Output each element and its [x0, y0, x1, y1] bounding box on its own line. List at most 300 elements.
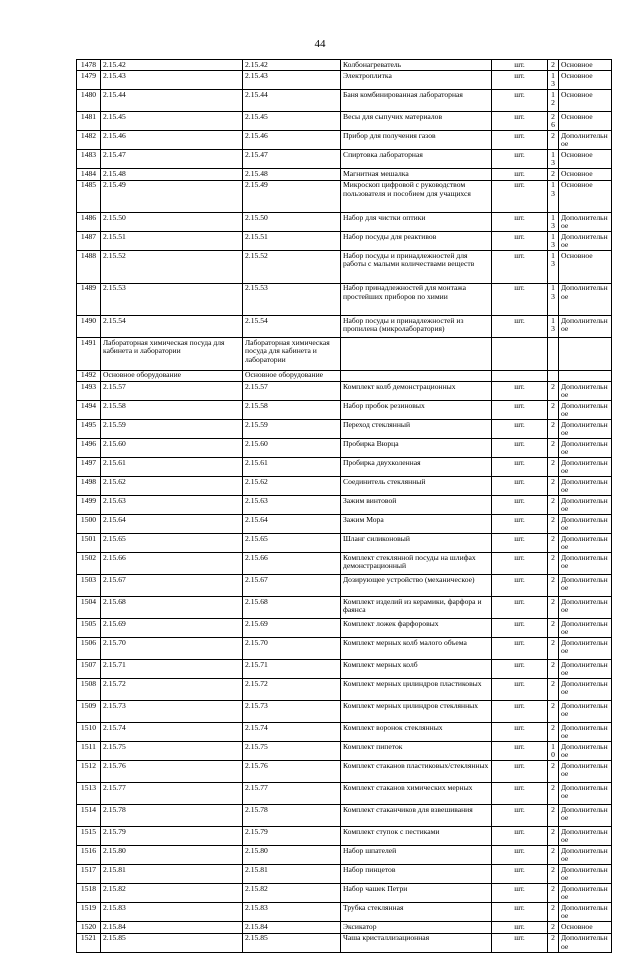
table-row [77, 131, 612, 150]
code-cell: 2.15.79 [101, 827, 243, 846]
row-number-cell: 1514 [77, 805, 101, 827]
unit-cell: шт. [492, 458, 548, 477]
row-number-cell: 1507 [77, 660, 101, 679]
table-row [77, 534, 612, 553]
unit-cell: шт. [492, 884, 548, 903]
row-number-cell: 1478 [77, 60, 101, 71]
unit-cell [492, 370, 548, 381]
code-duplicate-cell: 2.15.62 [243, 477, 341, 496]
table-row [77, 316, 612, 338]
row-number-cell: 1488 [77, 251, 101, 284]
code-cell: 2.15.60 [101, 439, 243, 458]
quantity-cell: 2 [548, 846, 559, 865]
equipment-type-cell: Дополнительное [559, 232, 612, 251]
row-number-cell: 1509 [77, 701, 101, 723]
equipment-type-cell: Основное [559, 60, 612, 71]
code-duplicate-cell: 2.15.77 [243, 783, 341, 805]
equipment-type-cell: Дополнительное [559, 496, 612, 515]
equipment-type-cell: Дополнительное [559, 382, 612, 401]
code-cell: 2.15.70 [101, 638, 243, 660]
code-cell: 2.15.63 [101, 496, 243, 515]
equipment-type-cell: Дополнительное [559, 316, 612, 338]
quantity-cell: 2 [548, 761, 559, 783]
item-name-cell: Набор пробок резиновых [341, 401, 492, 420]
quantity-cell: 2 [548, 597, 559, 619]
code-duplicate-cell: 2.15.49 [243, 180, 341, 213]
quantity-cell: 2 [548, 169, 559, 180]
item-name-cell: Чаша кристаллизационная [341, 933, 492, 952]
code-cell: 2.15.57 [101, 382, 243, 401]
table-row [77, 439, 612, 458]
equipment-type-cell: Дополнительное [559, 679, 612, 701]
item-name-cell: Комплект стаканчиков для взвешивания [341, 805, 492, 827]
table-row [77, 903, 612, 922]
row-number-cell: 1521 [77, 933, 101, 952]
unit-cell: шт. [492, 150, 548, 169]
quantity-cell: 13 [548, 213, 559, 232]
item-name-cell: Переход стеклянный [341, 420, 492, 439]
equipment-type-cell: Дополнительное [559, 553, 612, 575]
code-duplicate-cell: 2.15.69 [243, 619, 341, 638]
equipment-type-cell: Дополнительное [559, 619, 612, 638]
unit-cell: шт. [492, 761, 548, 783]
item-name-cell: Баня комбинированная лабораторная [341, 90, 492, 112]
row-number-cell: 1511 [77, 742, 101, 761]
quantity-cell: 2 [548, 477, 559, 496]
row-number-cell: 1500 [77, 515, 101, 534]
code-duplicate-cell: 2.15.48 [243, 169, 341, 180]
equipment-table [76, 59, 612, 953]
table-row [77, 150, 612, 169]
table-row [77, 370, 612, 381]
table-row [77, 458, 612, 477]
row-number-cell: 1518 [77, 884, 101, 903]
code-cell: 2.15.58 [101, 401, 243, 420]
unit-cell: шт. [492, 439, 548, 458]
code-cell: 2.15.52 [101, 251, 243, 284]
code-cell: 2.15.64 [101, 515, 243, 534]
table-body [77, 60, 612, 953]
code-duplicate-cell: 2.15.51 [243, 232, 341, 251]
table-row [77, 112, 612, 131]
equipment-type-cell: Основное [559, 180, 612, 213]
quantity-cell: 2 [548, 922, 559, 933]
code-duplicate-cell: 2.15.43 [243, 71, 341, 90]
code-cell: 2.15.77 [101, 783, 243, 805]
quantity-cell: 2 [548, 439, 559, 458]
item-name-cell: Набор посуды для реактивов [341, 232, 492, 251]
code-cell: 2.15.74 [101, 723, 243, 742]
table-row [77, 251, 612, 284]
code-cell: 2.15.76 [101, 761, 243, 783]
code-duplicate-cell: 2.15.63 [243, 496, 341, 515]
row-number-cell: 1506 [77, 638, 101, 660]
table-row [77, 169, 612, 180]
row-number-cell: 1489 [77, 283, 101, 316]
row-number-cell: 1498 [77, 477, 101, 496]
item-name-cell: Пробирка двухколенная [341, 458, 492, 477]
item-name-cell: Весы для сыпучих материалов [341, 112, 492, 131]
equipment-type-cell: Основное [559, 71, 612, 90]
code-duplicate-cell: 2.15.65 [243, 534, 341, 553]
table-row [77, 283, 612, 316]
code-duplicate-cell: 2.15.81 [243, 865, 341, 884]
item-name-cell: Набор чашек Петри [341, 884, 492, 903]
row-number-cell: 1516 [77, 846, 101, 865]
table-row [77, 420, 612, 439]
quantity-cell: 2 [548, 496, 559, 515]
code-duplicate-cell: Основное оборудование [243, 370, 341, 381]
table-row [77, 922, 612, 933]
item-name-cell: Набор пинцетов [341, 865, 492, 884]
table-row [77, 213, 612, 232]
unit-cell: шт. [492, 742, 548, 761]
unit-cell [492, 338, 548, 371]
code-duplicate-cell: 2.15.78 [243, 805, 341, 827]
quantity-cell: 2 [548, 783, 559, 805]
quantity-cell: 2 [548, 701, 559, 723]
table-row [77, 338, 612, 371]
equipment-type-cell: Дополнительное [559, 933, 612, 952]
table-row [77, 933, 612, 952]
code-cell: 2.15.68 [101, 597, 243, 619]
code-cell: 2.15.82 [101, 884, 243, 903]
quantity-cell: 2 [548, 458, 559, 477]
code-duplicate-cell: 2.15.42 [243, 60, 341, 71]
equipment-type-cell: Дополнительное [559, 660, 612, 679]
table-row [77, 60, 612, 71]
row-number-cell: 1495 [77, 420, 101, 439]
equipment-type-cell: Дополнительное [559, 401, 612, 420]
code-cell: 2.15.51 [101, 232, 243, 251]
unit-cell: шт. [492, 723, 548, 742]
unit-cell: шт. [492, 865, 548, 884]
code-cell: 2.15.65 [101, 534, 243, 553]
quantity-cell: 2 [548, 401, 559, 420]
row-number-cell: 1487 [77, 232, 101, 251]
item-name-cell: Комплект мерных колб малого объема [341, 638, 492, 660]
quantity-cell: 10 [548, 742, 559, 761]
unit-cell: шт. [492, 180, 548, 213]
row-number-cell: 1520 [77, 922, 101, 933]
unit-cell: шт. [492, 922, 548, 933]
code-duplicate-cell: 2.15.67 [243, 575, 341, 597]
equipment-type-cell: Дополнительное [559, 865, 612, 884]
quantity-cell: 2 [548, 534, 559, 553]
quantity-cell [548, 338, 559, 371]
unit-cell: шт. [492, 496, 548, 515]
code-duplicate-cell: 2.15.60 [243, 439, 341, 458]
table-row [77, 382, 612, 401]
unit-cell: шт. [492, 553, 548, 575]
table-row [77, 232, 612, 251]
equipment-type-cell: Основное [559, 112, 612, 131]
unit-cell: шт. [492, 382, 548, 401]
page-number: 44 [314, 38, 326, 50]
equipment-type-cell: Дополнительное [559, 534, 612, 553]
row-number-cell: 1492 [77, 370, 101, 381]
code-duplicate-cell: 2.15.80 [243, 846, 341, 865]
table-row [77, 865, 612, 884]
code-duplicate-cell: 2.15.84 [243, 922, 341, 933]
item-name-cell: Прибор для получения газов [341, 131, 492, 150]
equipment-type-cell: Дополнительное [559, 805, 612, 827]
table-row [77, 805, 612, 827]
row-number-cell: 1503 [77, 575, 101, 597]
equipment-type-cell: Дополнительное [559, 701, 612, 723]
row-number-cell: 1484 [77, 169, 101, 180]
table-row [77, 619, 612, 638]
row-number-cell: 1496 [77, 439, 101, 458]
quantity-cell: 2 [548, 723, 559, 742]
unit-cell: шт. [492, 131, 548, 150]
item-name-cell: Дозирующее устройство (механическое) [341, 575, 492, 597]
row-number-cell: 1497 [77, 458, 101, 477]
code-duplicate-cell: 2.15.50 [243, 213, 341, 232]
row-number-cell: 1515 [77, 827, 101, 846]
table-row [77, 401, 612, 420]
unit-cell: шт. [492, 679, 548, 701]
unit-cell: шт. [492, 903, 548, 922]
code-cell: 2.15.67 [101, 575, 243, 597]
code-cell: 2.15.61 [101, 458, 243, 477]
item-name-cell: Набор принадлежностей для монтажа простейших приборов по химии [341, 283, 492, 316]
unit-cell: шт. [492, 575, 548, 597]
quantity-cell: 2 [548, 884, 559, 903]
quantity-cell: 2 [548, 865, 559, 884]
table-row [77, 701, 612, 723]
table-row [77, 638, 612, 660]
code-duplicate-cell: 2.15.70 [243, 638, 341, 660]
table-row [77, 496, 612, 515]
unit-cell: шт. [492, 232, 548, 251]
code-cell: 2.15.83 [101, 903, 243, 922]
code-cell: 2.15.80 [101, 846, 243, 865]
unit-cell: шт. [492, 933, 548, 952]
table-row [77, 884, 612, 903]
unit-cell: шт. [492, 805, 548, 827]
item-name-cell: Зажим Мора [341, 515, 492, 534]
item-name-cell: Набор шпателей [341, 846, 492, 865]
unit-cell: шт. [492, 112, 548, 131]
table-row [77, 679, 612, 701]
code-cell: 2.15.53 [101, 283, 243, 316]
row-number-cell: 1510 [77, 723, 101, 742]
quantity-cell: 26 [548, 112, 559, 131]
code-duplicate-cell: 2.15.66 [243, 553, 341, 575]
code-duplicate-cell: 2.15.61 [243, 458, 341, 477]
equipment-type-cell: Дополнительное [559, 903, 612, 922]
code-cell: 2.15.54 [101, 316, 243, 338]
equipment-type-cell: Дополнительное [559, 458, 612, 477]
table-row [77, 761, 612, 783]
item-name-cell [341, 338, 492, 371]
item-name-cell: Комплект колб демонстрационных [341, 382, 492, 401]
quantity-cell: 2 [548, 827, 559, 846]
code-cell: 2.15.69 [101, 619, 243, 638]
code-duplicate-cell: 2.15.68 [243, 597, 341, 619]
item-name-cell: Комплект мерных цилиндров пластиковых [341, 679, 492, 701]
unit-cell: шт. [492, 169, 548, 180]
table-row [77, 90, 612, 112]
code-cell: 2.15.44 [101, 90, 243, 112]
equipment-type-cell: Основное [559, 922, 612, 933]
equipment-type-cell: Дополнительное [559, 884, 612, 903]
row-number-cell: 1512 [77, 761, 101, 783]
unit-cell: шт. [492, 783, 548, 805]
equipment-type-cell: Дополнительное [559, 515, 612, 534]
unit-cell: шт. [492, 515, 548, 534]
item-name-cell: Комплект пипеток [341, 742, 492, 761]
code-cell: 2.15.46 [101, 131, 243, 150]
unit-cell: шт. [492, 213, 548, 232]
code-cell: 2.15.59 [101, 420, 243, 439]
quantity-cell: 13 [548, 71, 559, 90]
quantity-cell: 2 [548, 553, 559, 575]
code-duplicate-cell: 2.15.82 [243, 884, 341, 903]
table-row [77, 180, 612, 213]
quantity-cell: 2 [548, 903, 559, 922]
code-duplicate-cell: 2.15.79 [243, 827, 341, 846]
row-number-cell: 1480 [77, 90, 101, 112]
equipment-type-cell: Дополнительное [559, 131, 612, 150]
row-number-cell: 1519 [77, 903, 101, 922]
equipment-type-cell: Дополнительное [559, 213, 612, 232]
table-row [77, 783, 612, 805]
quantity-cell: 2 [548, 805, 559, 827]
code-duplicate-cell: 2.15.59 [243, 420, 341, 439]
equipment-type-cell: Дополнительное [559, 575, 612, 597]
equipment-type-cell [559, 370, 612, 381]
quantity-cell: 2 [548, 575, 559, 597]
quantity-cell: 2 [548, 515, 559, 534]
code-duplicate-cell: 2.15.85 [243, 933, 341, 952]
equipment-type-cell: Дополнительное [559, 439, 612, 458]
item-name-cell: Электроплитка [341, 71, 492, 90]
code-cell: 2.15.50 [101, 213, 243, 232]
row-number-cell: 1517 [77, 865, 101, 884]
code-duplicate-cell: 2.15.52 [243, 251, 341, 284]
table-row [77, 71, 612, 90]
code-duplicate-cell: 2.15.64 [243, 515, 341, 534]
table-row [77, 660, 612, 679]
code-duplicate-cell: 2.15.44 [243, 90, 341, 112]
unit-cell: шт. [492, 477, 548, 496]
item-name-cell: Комплект мерных цилиндров стеклянных [341, 701, 492, 723]
code-cell: 2.15.72 [101, 679, 243, 701]
code-cell: 2.15.45 [101, 112, 243, 131]
unit-cell: шт. [492, 316, 548, 338]
quantity-cell: 13 [548, 316, 559, 338]
row-number-cell: 1501 [77, 534, 101, 553]
unit-cell: шт. [492, 283, 548, 316]
table-row [77, 553, 612, 575]
code-duplicate-cell: 2.15.57 [243, 382, 341, 401]
code-cell: 2.15.47 [101, 150, 243, 169]
item-name-cell: Комплект стеклянной посуды на шлифах демонстрационный [341, 553, 492, 575]
quantity-cell: 2 [548, 660, 559, 679]
unit-cell: шт. [492, 534, 548, 553]
table-row [77, 827, 612, 846]
row-number-cell: 1499 [77, 496, 101, 515]
unit-cell: шт. [492, 638, 548, 660]
item-name-cell: Трубка стеклянная [341, 903, 492, 922]
code-cell: 2.15.78 [101, 805, 243, 827]
row-number-cell: 1486 [77, 213, 101, 232]
quantity-cell [548, 370, 559, 381]
code-duplicate-cell: 2.15.74 [243, 723, 341, 742]
item-name-cell: Набор посуды и принадлежностей для работы с малыми количествами веществ [341, 251, 492, 284]
item-name-cell: Набор посуды и принадлежностей из пропилена (микролаборатория) [341, 316, 492, 338]
quantity-cell: 2 [548, 933, 559, 952]
code-cell: 2.15.71 [101, 660, 243, 679]
unit-cell: шт. [492, 660, 548, 679]
code-duplicate-cell: 2.15.58 [243, 401, 341, 420]
table-row [77, 477, 612, 496]
code-duplicate-cell: 2.15.46 [243, 131, 341, 150]
equipment-type-cell: Дополнительное [559, 761, 612, 783]
item-name-cell: Зажим винтовой [341, 496, 492, 515]
code-cell: 2.15.73 [101, 701, 243, 723]
equipment-type-cell: Дополнительное [559, 597, 612, 619]
code-cell: 2.15.81 [101, 865, 243, 884]
equipment-type-cell: Основное [559, 251, 612, 284]
item-name-cell: Комплект изделий из керамики, фарфора и фаянса [341, 597, 492, 619]
table-row [77, 723, 612, 742]
row-number-cell: 1481 [77, 112, 101, 131]
equipment-type-cell: Дополнительное [559, 742, 612, 761]
code-duplicate-cell: Лабораторная химическая посуда для кабинета и лаборатории [243, 338, 341, 371]
code-cell: 2.15.43 [101, 71, 243, 90]
quantity-cell: 13 [548, 180, 559, 213]
quantity-cell: 2 [548, 131, 559, 150]
quantity-cell: 12 [548, 90, 559, 112]
item-name-cell: Набор для чистки оптики [341, 213, 492, 232]
code-cell: 2.15.84 [101, 922, 243, 933]
unit-cell: шт. [492, 90, 548, 112]
item-name-cell: Комплект ложек фарфоровых [341, 619, 492, 638]
item-name-cell: Комплект стаканов пластиковых/стеклянных [341, 761, 492, 783]
equipment-type-cell: Дополнительное [559, 783, 612, 805]
equipment-type-cell: Дополнительное [559, 846, 612, 865]
row-number-cell: 1482 [77, 131, 101, 150]
code-duplicate-cell: 2.15.75 [243, 742, 341, 761]
row-number-cell: 1508 [77, 679, 101, 701]
code-cell: Основное оборудование [101, 370, 243, 381]
code-duplicate-cell: 2.15.73 [243, 701, 341, 723]
unit-cell: шт. [492, 846, 548, 865]
code-cell: 2.15.75 [101, 742, 243, 761]
row-number-cell: 1494 [77, 401, 101, 420]
quantity-cell: 13 [548, 150, 559, 169]
unit-cell: шт. [492, 420, 548, 439]
quantity-cell: 2 [548, 420, 559, 439]
code-cell: 2.15.62 [101, 477, 243, 496]
code-duplicate-cell: 2.15.71 [243, 660, 341, 679]
row-number-cell: 1505 [77, 619, 101, 638]
quantity-cell: 2 [548, 619, 559, 638]
item-name-cell: Пробирка Вюрца [341, 439, 492, 458]
unit-cell: шт. [492, 619, 548, 638]
code-duplicate-cell: 2.15.45 [243, 112, 341, 131]
item-name-cell: Микроскоп цифровой с руководством пользователя и пособием для учащихся [341, 180, 492, 213]
row-number-cell: 1504 [77, 597, 101, 619]
quantity-cell: 2 [548, 60, 559, 71]
row-number-cell: 1483 [77, 150, 101, 169]
quantity-cell: 2 [548, 382, 559, 401]
item-name-cell: Комплект ступок с пестиками [341, 827, 492, 846]
item-name-cell: Комплект мерных колб [341, 660, 492, 679]
